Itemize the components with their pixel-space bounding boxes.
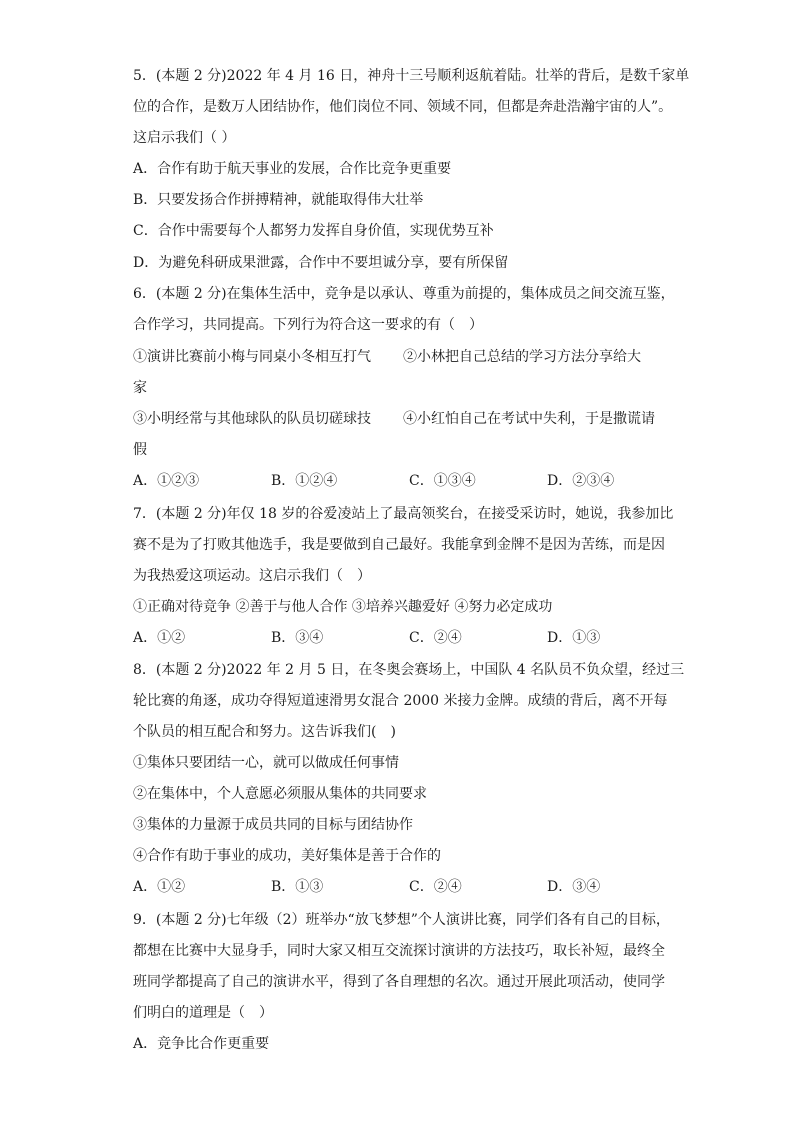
question-8-options: [133, 877, 673, 897]
question-8-line-3: 个队员的相互配合和努力。这告诉我们( ): [133, 724, 396, 740]
question-5-option-b: B．只要发扬合作拼搏精神，就能取得伟大壮举: [133, 192, 424, 208]
question-8-statement-3: ③集体的力量源于成员共同的目标与团结协作: [133, 817, 413, 833]
question-6-statements-row-1: [133, 347, 641, 367]
question-6-statement-4-wrap: 假: [133, 442, 147, 458]
question-7-option-a: A．①②: [133, 630, 186, 646]
question-6-line-2: 合作学习，共同提高。下列行为符合这一要求的有（ ）: [133, 317, 483, 333]
question-5-line-1: 5．(本题 2 分)2022 年 4 月 16 日，神舟十三号顺利返航着陆。壮举的背后，是数千家单: [133, 68, 690, 84]
question-8-option-c: C．②④: [409, 879, 462, 895]
question-6-statement-4: ④小红怕自己在考试中失利，于是撒谎请: [403, 411, 655, 427]
question-8-option-d: D．③④: [547, 879, 601, 895]
question-8-option-b: B．①③: [271, 879, 324, 895]
question-7-line-3: 为我热爱这项运动。这启示我们（ ）: [133, 568, 371, 584]
question-8-statement-1: ①集体只要团结一心，就可以做成任何事情: [133, 755, 399, 771]
question-7-option-b: B．③④: [271, 630, 324, 646]
question-8-line-1: 8．(本题 2 分)2022 年 2 月 5 日，在冬奥会赛场上，中国队 4 名队员不负众望，经过三: [133, 662, 685, 678]
question-5-option-d: D．为避免科研成果泄露，合作中不要坦诚分享，要有所保留: [133, 255, 509, 271]
question-9-option-a: A．竞争比合作更重要: [133, 1036, 270, 1052]
question-9-line-1: 9．(本题 2 分)七年级（2）班举办“放飞梦想”个人演讲比赛，同学们各有自己的目标，: [133, 912, 670, 928]
question-8-statement-4: ④合作有助于事业的成功，美好集体是善于合作的: [133, 848, 441, 864]
question-5-option-c: C．合作中需要每个人都努力发挥自身价值，实现优势互补: [133, 223, 494, 239]
question-6-option-b: B．①②④: [271, 473, 338, 489]
question-7-option-d: D．①③: [547, 630, 601, 646]
question-5-line-2: 位的合作，是数万人团结协作，他们岗位不同、领域不同，但都是奔赴浩瀚宇宙的人”。: [133, 99, 673, 115]
question-5-option-a: A．合作有助于航天事业的发展，合作比竞争更重要: [133, 161, 452, 177]
question-6-line-1: 6．(本题 2 分)在集体生活中，竞争是以承认、尊重为前提的，集体成员之间交流互鉴，: [133, 286, 675, 302]
question-8-option-a: A．①②: [133, 879, 186, 895]
question-7-option-c: C．②④: [409, 630, 462, 646]
question-6-statement-1: ①演讲比赛前小梅与同桌小冬相互打气: [133, 349, 371, 365]
question-7-options: [133, 628, 673, 648]
question-5-line-3: 这启示我们（ ）: [133, 130, 236, 146]
question-9-line-3: 班同学都提高了自己的演讲水平，得到了各自理想的名次。通过开展此项活动，使同学: [133, 974, 665, 990]
question-7-line-2: 赛不是为了打败其他选手，我是要做到自己最好。我能拿到金牌不是因为苦练，而是因: [133, 537, 665, 553]
question-7-line-1: 7．(本题 2 分)年仅 18 岁的谷爱凌站上了最高领奖台，在接受采访时，她说，我参加比: [133, 506, 674, 522]
question-7-statements: ①正确对待竞争 ②善于与他人合作 ③培养兴趣爱好 ④努力必定成功: [133, 599, 553, 615]
question-6-statements-row-2: [133, 409, 655, 429]
question-6-option-c: C．①③④: [409, 473, 476, 489]
question-6-option-a: A．①②③: [133, 473, 200, 489]
question-6-options: [133, 471, 673, 491]
question-6-statement-2: ②小林把自己总结的学习方法分享给大: [403, 349, 641, 365]
question-9-line-2: 都想在比赛中大显身手，同时大家又相互交流探讨演讲的方法技巧，取长补短，最终全: [133, 943, 665, 959]
question-6-option-d: D．②③④: [547, 473, 615, 489]
question-9-line-4: 们明白的道理是（ ）: [133, 1005, 273, 1021]
question-8-line-2: 轮比赛的角逐，成功夺得短道速滑男女混合 2000 米接力金牌。成绩的背后，离不开每: [133, 693, 668, 709]
question-6-statement-3: ③小明经常与其他球队的队员切磋球技: [133, 411, 371, 427]
question-8-statement-2: ②在集体中，个人意愿必须服从集体的共同要求: [133, 786, 427, 802]
question-6-statement-2-wrap: 家: [133, 380, 147, 396]
